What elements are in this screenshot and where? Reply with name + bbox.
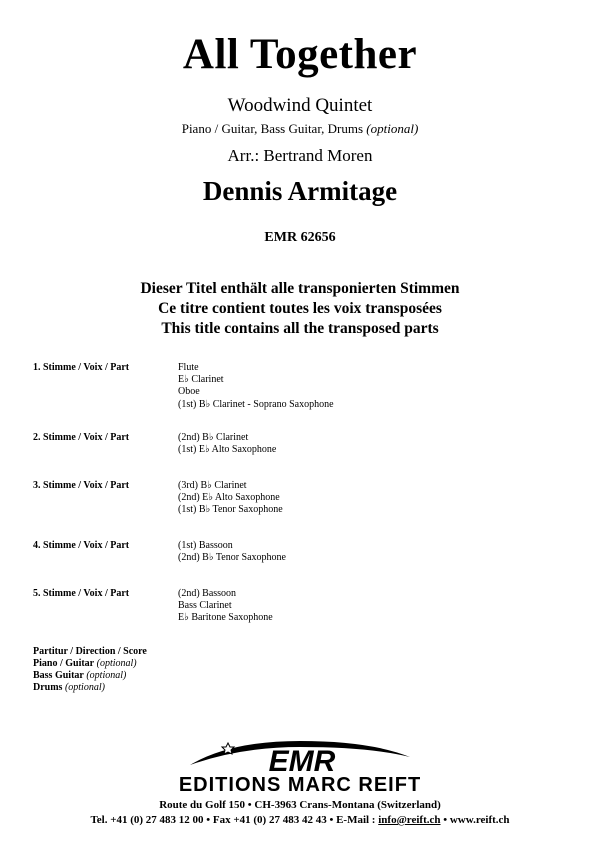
- instrument: (1st) B♭ Tenor Saxophone: [178, 504, 283, 516]
- notice-french: Ce titre contient toutes les voix transposées: [158, 300, 442, 317]
- bass-guitar-label: Bass Guitar: [33, 670, 84, 681]
- catalog-number: EMR 62656: [264, 230, 336, 245]
- contact-phone-fax: Tel. +41 (0) 27 483 12 00 • Fax +41 (0) 27 483 42 43 • E-Mail :: [90, 814, 376, 826]
- website-link[interactable]: • www.reift.ch: [443, 814, 510, 826]
- instrument: Oboe: [178, 386, 200, 398]
- optional-note: (optional): [96, 658, 137, 669]
- transposed-parts-notice: [0, 279, 600, 339]
- optional-instruments: [0, 121, 600, 137]
- part-5-instruments: [178, 588, 273, 625]
- notice-english: This title contains all the transposed parts: [161, 320, 439, 337]
- additional-parts: [33, 646, 147, 694]
- score-label: Partitur / Direction / Score: [33, 646, 147, 657]
- part-2-instruments: [178, 432, 276, 456]
- optional-instruments-list: Piano / Guitar, Bass Guitar, Drums: [181, 121, 364, 136]
- composer: Dennis Armitage: [202, 176, 398, 206]
- optional-note: (optional): [366, 121, 419, 136]
- instrument: (2nd) E♭ Alto Saxophone: [178, 492, 280, 504]
- instrument: (2nd) Bassoon: [178, 588, 237, 599]
- emr-logo-graphic: [170, 735, 430, 777]
- part-1-instruments: [178, 362, 334, 411]
- drums-label: Drums: [33, 682, 63, 693]
- piano-guitar-label: Piano / Guitar: [33, 658, 95, 669]
- instrument: (3rd) B♭ Clarinet: [178, 480, 247, 491]
- part-5-label: 5. Stimme / Voix / Part: [33, 588, 130, 599]
- publisher-address: Route du Golf 150 • CH-3963 Crans-Montana (Switzerland): [159, 799, 441, 811]
- instrument: (1st) B♭ Clarinet - Soprano Saxophone: [178, 398, 334, 410]
- instrument: Flute: [178, 362, 199, 373]
- part-3-label: 3. Stimme / Voix / Part: [33, 480, 130, 491]
- instrument: E♭ Baritone Saxophone: [178, 612, 273, 624]
- page-title: All Together: [182, 31, 418, 78]
- ensemble-subtitle: Woodwind Quintet: [227, 95, 373, 116]
- part-4-label: 4. Stimme / Voix / Part: [33, 540, 130, 551]
- instrument: (1st) E♭ Alto Saxophone: [178, 444, 277, 456]
- instrument: (2nd) B♭ Tenor Saxophone: [178, 552, 286, 564]
- part-4-instruments: [178, 540, 286, 564]
- part-3-instruments: [178, 480, 283, 517]
- publisher-contact: [0, 814, 600, 826]
- logo-text: EMR: [268, 745, 336, 777]
- optional-note: (optional): [86, 670, 127, 681]
- arranger: Arr.: Bertrand Moren: [227, 146, 373, 165]
- instrument: (2nd) B♭ Clarinet: [178, 432, 249, 443]
- notice-german: Dieser Titel enthält alle transponierten Stimmen: [140, 280, 460, 297]
- instrument: (1st) Bassoon: [178, 540, 233, 551]
- part-1-label: 1. Stimme / Voix / Part: [33, 362, 130, 373]
- email-link[interactable]: info@reift.ch: [378, 814, 441, 826]
- instrument: Bass Clarinet: [178, 600, 232, 612]
- publisher-name: EDITIONS MARC REIFT: [178, 774, 422, 796]
- optional-note: (optional): [64, 682, 105, 693]
- part-2-label: 2. Stimme / Voix / Part: [33, 432, 130, 443]
- instrument: E♭ Clarinet: [178, 374, 224, 386]
